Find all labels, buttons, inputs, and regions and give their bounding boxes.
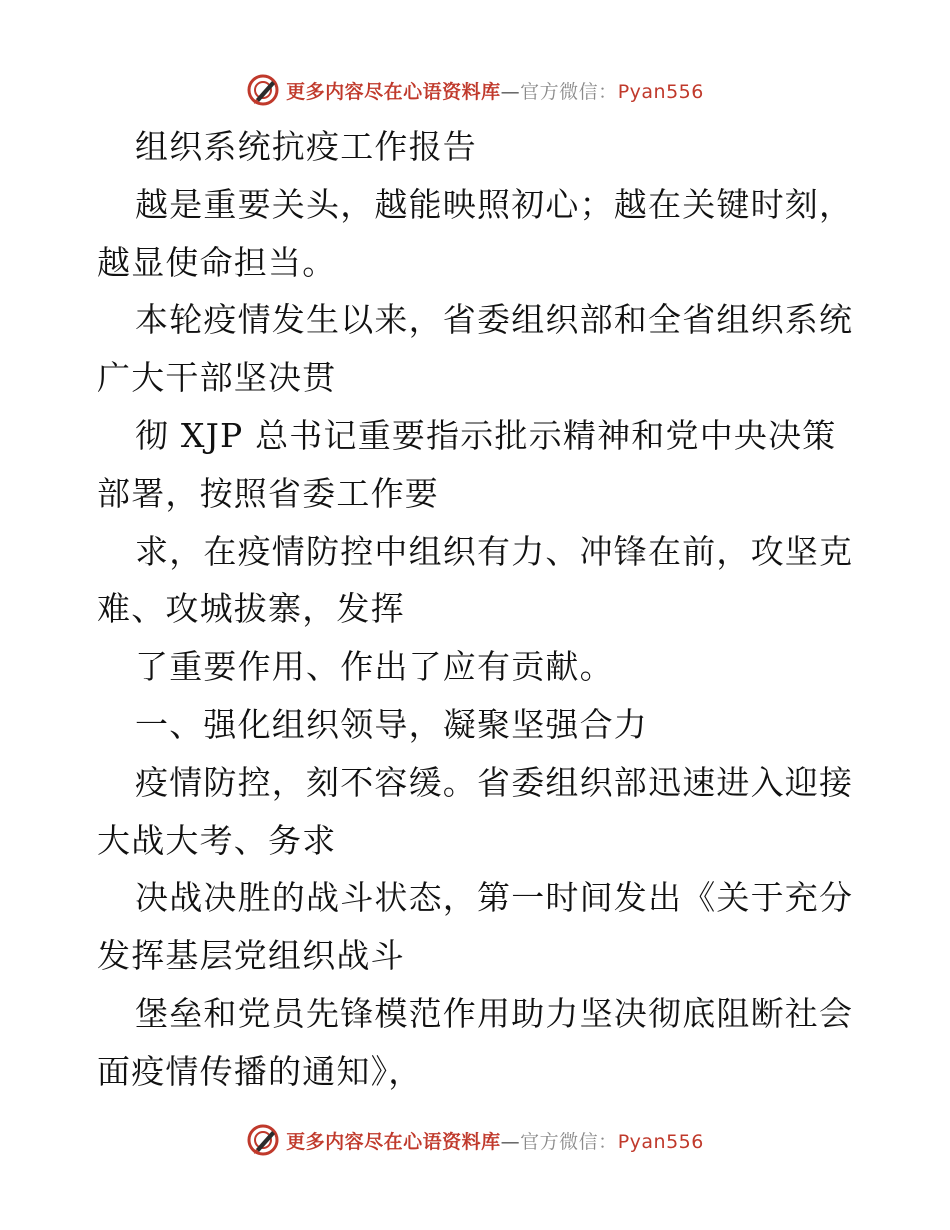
text-line: 彻 XJP 总书记重要指示批示精神和党中央决策 (135, 415, 837, 455)
watermark-dash: — (500, 1130, 521, 1153)
watermark-wechat-id: Pyan556 (617, 1130, 704, 1153)
text-line: 疫情防控，刻不容缓。省委组织部迅速进入迎接 (135, 762, 854, 802)
text-line: 越显使命担当。 (97, 242, 337, 282)
text-line: 难、攻城拔寨，发挥 (97, 589, 405, 629)
text-line: 面疫情传播的通知》， (97, 1051, 423, 1091)
watermark-footer (0, 1120, 950, 1160)
watermark-library-text: 更多内容尽在心语资料库 (286, 1130, 501, 1153)
text-line: 决战决胜的战斗状态，第一时间发出《关于充分 (135, 878, 854, 918)
pen-logo-icon (246, 73, 280, 107)
text-line: 越是重要关头，越能映照初心；越在关键时刻， (135, 184, 854, 224)
text-line: 发挥基层党组织战斗 (97, 936, 405, 976)
watermark-dash: — (500, 80, 521, 103)
watermark-library-text: 更多内容尽在心语资料库 (286, 80, 501, 103)
pen-logo-icon (246, 1123, 280, 1157)
text-line: 求，在疫情防控中组织有力、冲锋在前，攻坚克 (135, 531, 854, 571)
text-line: 了重要作用、作出了应有贡献。 (135, 647, 614, 687)
section-heading: 一、强化组织领导，凝聚坚强合力 (135, 704, 648, 744)
text-line: 大战大考、务求 (97, 820, 337, 860)
watermark-official-text: 官方微信： (520, 80, 618, 103)
text-line: 本轮疫情发生以来，省委组织部和全省组织系统 (135, 300, 854, 340)
text-line: 部署，按照省委工作要 (97, 473, 439, 513)
watermark-text (286, 1127, 704, 1154)
watermark-official-text: 官方微信： (520, 1130, 618, 1153)
text-line: 堡垒和党员先锋模范作用助力坚决彻底阻断社会 (135, 993, 854, 1033)
watermark-text (286, 77, 704, 104)
document-body (97, 118, 857, 1101)
watermark-header (0, 70, 950, 110)
text-line: 广大干部坚决贯 (97, 358, 337, 398)
document-title: 组织系统抗疫工作报告 (135, 127, 477, 166)
watermark-wechat-id: Pyan556 (617, 80, 704, 103)
